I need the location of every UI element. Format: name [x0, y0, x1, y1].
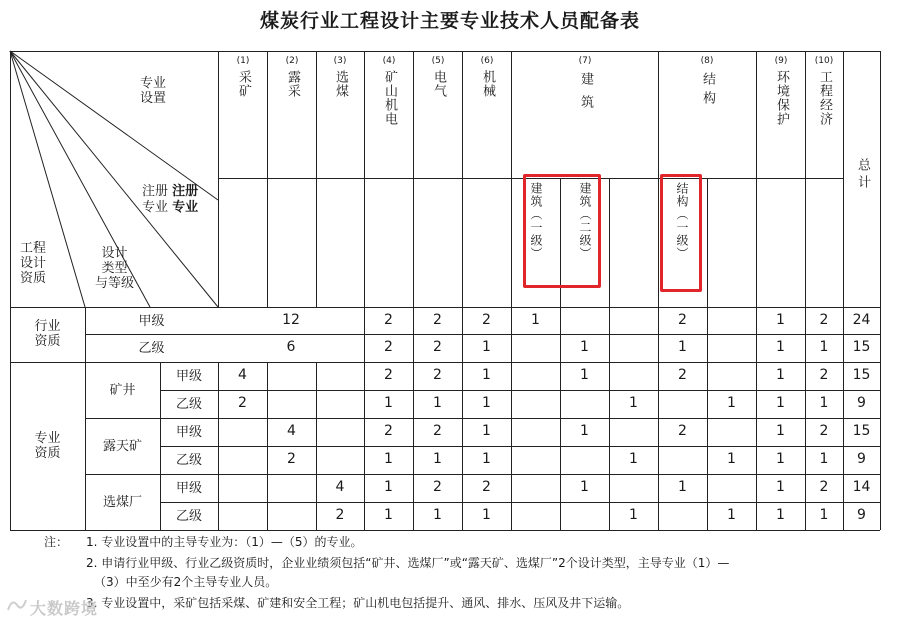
cell-c4: 2 — [384, 367, 393, 383]
cell-c10: 1 — [819, 451, 829, 467]
cell-c9: 1 — [776, 312, 785, 328]
cell-c9: 1 — [776, 395, 785, 411]
cell-c2: 2 — [287, 451, 296, 467]
cell-c3: 4 — [335, 479, 345, 495]
note-2-cont: （3）中至少有2个主导专业人员。 — [94, 575, 278, 589]
cell-c4: 1 — [384, 395, 393, 411]
cell-total: 24 — [852, 312, 871, 328]
header-sheji-leixing: 设计 类型 与等级 — [95, 246, 135, 291]
cell-c7c: 1 — [629, 395, 638, 411]
cell-c8a: 1 — [678, 339, 687, 355]
cell-c6: 1 — [482, 507, 491, 523]
col-num-6: (6) — [480, 56, 494, 66]
row-grade: 甲级 — [175, 481, 202, 496]
cell-c9: 1 — [776, 451, 785, 467]
cell-c8a: 1 — [678, 479, 687, 495]
cell-c7b: 1 — [580, 339, 589, 355]
cell-c6: 1 — [482, 339, 491, 355]
col-num-1: (1) — [236, 56, 250, 66]
cell-c9: 1 — [776, 367, 785, 383]
group-kuangjing: 矿井 — [109, 383, 136, 398]
header-gongcheng-zizhi: 工程 设计 资质 — [20, 241, 47, 286]
group-zhuanye-zizhi: 专业 资质 — [34, 431, 61, 461]
cell-c10: 1 — [819, 339, 829, 355]
cell-c6: 2 — [482, 312, 491, 328]
cell-c1: 2 — [238, 395, 247, 411]
cell-c8a: 2 — [678, 312, 687, 328]
sub-jiegou-1: 结构（一级） — [675, 182, 689, 260]
row-grade: 乙级 — [175, 453, 202, 468]
col-num-4: (4) — [382, 56, 396, 66]
cell-c5: 1 — [433, 395, 442, 411]
col-label-3: 选煤 — [333, 70, 348, 98]
cell-c8b: 1 — [727, 507, 736, 523]
col-label-9: 环境保护 — [774, 70, 789, 126]
cell-c10: 2 — [819, 423, 829, 439]
cell-c8b: 1 — [727, 451, 736, 467]
cell-c10: 2 — [819, 367, 829, 383]
cell-c6: 1 — [482, 395, 491, 411]
cell-c8a: 2 — [678, 367, 687, 383]
cell-c5: 2 — [433, 339, 442, 355]
cell-c5: 2 — [433, 312, 442, 328]
row-grade: 乙级 — [138, 341, 165, 356]
col-label-total: 总计 — [855, 158, 870, 192]
cell-total: 14 — [852, 479, 871, 495]
cell-total: 15 — [852, 367, 871, 383]
col-label-4: 矿山机电 — [382, 70, 397, 126]
watermark-logo-icon — [6, 596, 28, 614]
cell-c7c: 1 — [629, 507, 638, 523]
cell-c2: 4 — [287, 423, 296, 439]
row-grade: 甲级 — [138, 314, 165, 329]
cell-c123: 12 — [282, 312, 300, 328]
cell-c8a: 2 — [678, 423, 687, 439]
cell-c4: 2 — [384, 339, 393, 355]
col-num-8: (8) — [700, 56, 714, 66]
cell-c5: 2 — [433, 423, 442, 439]
cell-c5: 1 — [433, 451, 442, 467]
page-title: 煤炭行业工程设计主要专业技术人员配备表 — [259, 10, 640, 32]
header-zhuce-zhuanye-2: 专业 专业 — [142, 200, 199, 215]
col-num-9: (9) — [774, 56, 788, 66]
cell-c4: 1 — [384, 479, 393, 495]
cell-c4: 1 — [384, 451, 393, 467]
group-lutiankuang: 露天矿 — [102, 439, 142, 454]
col-label-1: 采矿 — [236, 70, 251, 98]
cell-c9: 1 — [776, 339, 785, 355]
watermark: 大数跨境 — [30, 599, 99, 618]
cell-c7b: 1 — [580, 479, 589, 495]
cell-c9: 1 — [776, 479, 785, 495]
cell-c5: 2 — [433, 367, 442, 383]
cell-c7c: 1 — [629, 451, 638, 467]
sub-jianzhu-1: 建筑（一级） — [529, 182, 543, 260]
header-zhuce-zhuanye: 注册 注册 — [142, 184, 199, 199]
cell-c10: 2 — [819, 479, 829, 495]
col-num-10: (10) — [814, 56, 834, 66]
col-num-7: (7) — [578, 56, 592, 66]
cell-c3: 2 — [335, 507, 345, 523]
cell-c123: 6 — [286, 339, 296, 355]
row-grade: 乙级 — [175, 397, 202, 412]
cell-c10: 2 — [819, 312, 829, 328]
cell-c9: 1 — [776, 507, 785, 523]
note-2: 2. 申请行业甲级、行业乙级资质时，企业业绩须包括“矿井、选煤厂”或“露天矿、选煤厂”2个设计类型，主导专业（1）— — [86, 556, 730, 570]
cell-c6: 2 — [482, 479, 491, 495]
cell-total: 9 — [857, 451, 866, 467]
row-grade: 乙级 — [175, 509, 202, 524]
note-3: 3. 专业设置中，采矿包括采煤、矿建和安全工程；矿山机电包括提升、通风、排水、压风及井下运输。 — [86, 596, 630, 610]
col-label-6: 机械 — [480, 70, 495, 98]
cell-c6: 1 — [482, 367, 491, 383]
col-label-8: 结构 — [700, 72, 715, 110]
cell-c10: 1 — [819, 507, 829, 523]
row-grade: 甲级 — [175, 425, 202, 440]
cell-c4: 2 — [384, 423, 393, 439]
cell-c9: 1 — [776, 423, 785, 439]
cell-c5: 2 — [433, 479, 442, 495]
col-num-5: (5) — [431, 56, 445, 66]
cell-c7a: 1 — [531, 312, 540, 328]
cell-c5: 1 — [433, 507, 442, 523]
header-zhuanye-shezhi: 专业 设置 — [140, 76, 167, 106]
cell-c1: 4 — [238, 367, 247, 383]
row-grade: 甲级 — [175, 369, 202, 384]
cell-c8b: 1 — [727, 395, 736, 411]
col-num-2: (2) — [285, 56, 299, 66]
note-1: 1. 专业设置中的主导专业为：（1）—（5）的专业。 — [86, 535, 363, 549]
col-label-5: 电气 — [431, 70, 446, 98]
col-label-10: 工程经济 — [817, 70, 832, 126]
group-xuanmeichang: 选煤厂 — [102, 495, 142, 510]
cell-c7b: 1 — [580, 423, 589, 439]
col-label-2: 露采 — [285, 70, 300, 98]
cell-c10: 1 — [819, 395, 829, 411]
cell-c7b: 1 — [580, 367, 589, 383]
cell-c6: 1 — [482, 423, 491, 439]
cell-total: 15 — [852, 423, 871, 439]
col-label-7: 建筑 — [578, 72, 593, 118]
cell-total: 15 — [852, 339, 871, 355]
cell-c6: 1 — [482, 451, 491, 467]
cell-c4: 1 — [384, 507, 393, 523]
cell-total: 9 — [857, 507, 866, 523]
cell-c4: 2 — [384, 312, 393, 328]
note-label: 注： — [44, 535, 69, 549]
cell-total: 9 — [857, 395, 866, 411]
col-num-3: (3) — [333, 56, 347, 66]
sub-jianzhu-2: 建筑（二级） — [578, 182, 592, 260]
group-hangye-zizhi: 行业 资质 — [34, 319, 61, 349]
